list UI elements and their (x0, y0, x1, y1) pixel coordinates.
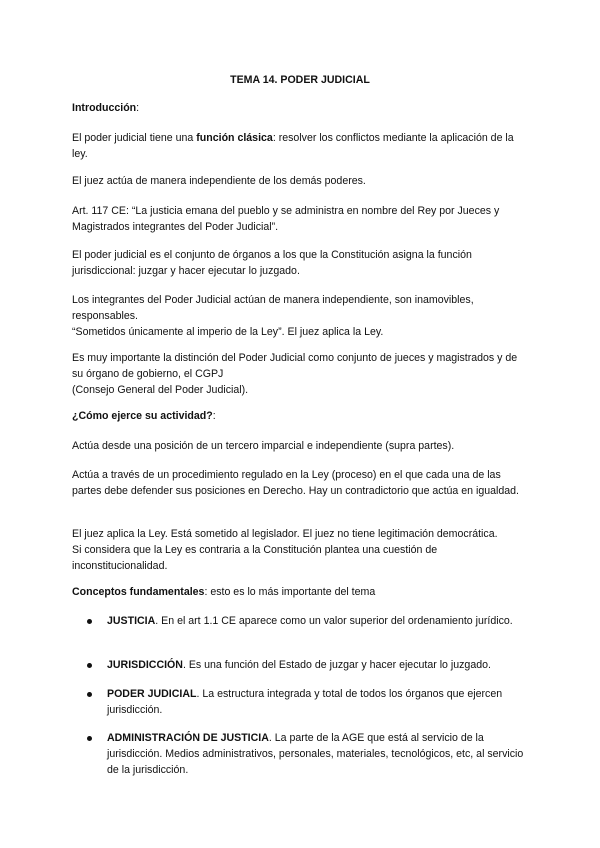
list-item-text: . La parte de la AGE que está al servicio de la jurisdicción. Medios administrativos, personales, materiales, tecnológicos, etc, al servicio de la jurisdicción. (107, 732, 524, 776)
list-item-term: PODER JUDICIAL (107, 688, 197, 700)
paragraph-members (72, 292, 528, 340)
list-item-term: JUSTICIA (107, 615, 156, 627)
paragraph-function (72, 130, 528, 162)
list-item (107, 613, 532, 629)
list-item (107, 657, 532, 673)
p6-line2: (Consejo General del Poder Judicial). (72, 384, 249, 396)
p9-line1: El juez aplica la Ley. Está sometido al legislador. El juez no tiene legitimación democrática. (72, 528, 498, 540)
p1-post: : resolver los conflictos mediante la aplicación de la ley. (72, 132, 514, 160)
p5-line1: Los integrantes del Poder Judicial actúan de manera independiente, son inamovibles, responsables. (72, 294, 474, 322)
paragraph-cgpj (72, 350, 528, 398)
p6-line1: Es muy importante la distinción del Poder Judicial como conjunto de jueces y magistrados y de su órgano de gobierno, el CGPJ (72, 352, 518, 380)
bullet-dot-icon (87, 736, 92, 741)
paragraph-legislator (72, 526, 528, 574)
p1-pre: El poder judicial tiene una (72, 132, 197, 144)
list-item-term: JURISDICCIÓN (107, 659, 183, 671)
p5-line2: “Sometidos únicamente al imperio de la Ley”. El juez aplica la Ley. (72, 326, 384, 338)
paragraph-impartial: Actúa desde una posición de un tercero imparcial e independiente (supra partes). (72, 440, 455, 452)
p9-line2: Si considera que la Ley es contraria a la Constitución plantea una cuestión de inconstitucionalidad. (72, 544, 438, 572)
list-item-text: . En el art 1.1 CE aparece como un valor superior del ordenamiento jurídico. (155, 615, 513, 627)
paragraph-procedure: Actúa a través de un procedimiento regulado en la Ley (proceso) en el que cada una de las partes debe defender sus posiciones en Derecho. Hay un contradictorio que actúa en igualdad. (72, 469, 519, 497)
list-item-term: ADMINISTRACIÓN DE JUSTICIA (107, 732, 269, 744)
paragraph-definition: El poder judicial es el conjunto de órganos a los que la Constitución asigna la función jurisdiccional: juzgar y hacer ejecutar lo juzgado. (72, 249, 472, 277)
intro-heading-colon: : (136, 102, 140, 114)
activity-heading-text: ¿Cómo ejerce su actividad? (72, 410, 213, 422)
bullet-dot-icon (87, 663, 92, 668)
list-item-text: . Es una función del Estado de juzgar y hacer ejecutar lo juzgado. (182, 659, 491, 671)
bullet-dot-icon (87, 692, 92, 697)
paragraph-independence: El juez actúa de manera independiente de los demás poderes. (72, 175, 366, 187)
list-item (107, 730, 532, 778)
page-title: TEMA 14. PODER JUDICIAL (230, 74, 370, 86)
concepts-heading-text: Conceptos fundamentales (72, 586, 205, 598)
list-item (107, 686, 532, 718)
activity-heading (72, 408, 528, 424)
activity-heading-colon: : (212, 410, 216, 422)
intro-heading (72, 100, 528, 116)
list-item-text: . La estructura integrada y total de todos los órganos que ejercen jurisdicción. (107, 688, 503, 716)
bullet-dot-icon (87, 619, 92, 624)
concepts-heading (72, 584, 528, 600)
concepts-heading-rest: : esto es lo más importante del tema (204, 586, 376, 598)
paragraph-art117: Art. 117 CE: “La justicia emana del pueblo y se administra en nombre del Rey por Jueces y Magistrados integrantes del Poder Judicial”. (72, 205, 500, 233)
p1-bold: función clásica (196, 132, 273, 144)
intro-heading-text: Introducción (72, 102, 137, 114)
